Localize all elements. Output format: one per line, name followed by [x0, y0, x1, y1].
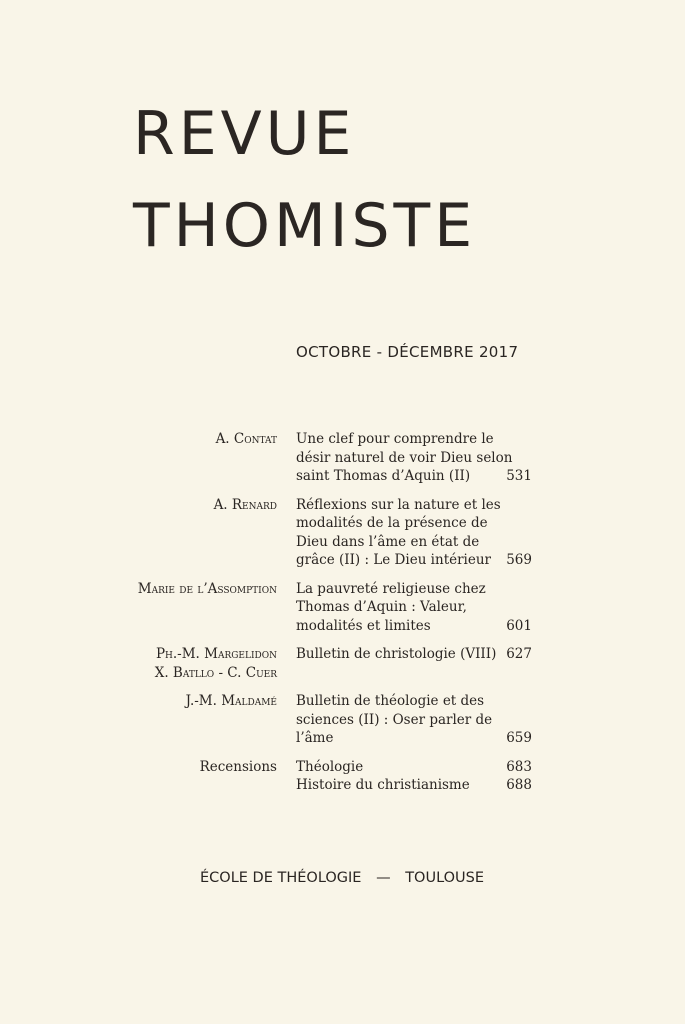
page-number: 659: [506, 730, 532, 746]
table-of-contents: [0, 430, 685, 805]
title-line: Thomas d’Aquin : Valeur,: [296, 599, 467, 615]
recension-title: Théologie: [296, 758, 364, 775]
recensions-label: Recensions: [199, 758, 277, 775]
toc-author: [214, 496, 277, 515]
school-name: ÉCOLE DE THÉOLOGIE: [200, 870, 362, 886]
title-line: Réflexions sur la nature et les: [296, 496, 501, 513]
title-line: grâce (II) : Le Dieu intérieur: [296, 552, 492, 568]
recension-item: [296, 758, 532, 777]
recensions-list: [296, 758, 532, 795]
recension-title: Histoire du christianisme: [296, 777, 470, 793]
title-line: saint Thomas d’Aquin (II): [296, 468, 471, 484]
title-line: l’âme: [296, 730, 334, 746]
page-number: 569: [506, 552, 532, 568]
page-number: 683: [506, 758, 532, 775]
journal-title-line1: REVUE: [133, 99, 356, 169]
title-line: Bulletin de théologie et des: [296, 693, 485, 709]
toc-entry: [0, 430, 685, 486]
toc-article-title: [296, 580, 496, 636]
title-line: Dieu dans l’âme en état de: [296, 533, 480, 550]
page-number: 531: [506, 468, 532, 484]
title-line: désir naturel de voir Dieu selon: [296, 449, 513, 466]
author-name: Ph.-M. Margelidon: [155, 646, 277, 662]
toc-entry: [0, 496, 685, 570]
publisher-footer: [200, 870, 494, 886]
toc-entry: [0, 580, 685, 636]
page-number: 688: [506, 777, 532, 793]
author-name: J.-M. Maldamé: [185, 693, 277, 709]
recensions-entry: [0, 758, 685, 795]
toc-author: [138, 580, 277, 599]
toc-article-title: [296, 645, 496, 682]
page-number: 627: [506, 646, 532, 662]
toc-article-title: [296, 430, 513, 486]
author-name: X. Batllo - C. Cuer: [154, 664, 277, 681]
author-name: Marie de l’Assomption: [137, 580, 277, 597]
toc-article-title: [296, 692, 496, 748]
title-line: La pauvreté religieuse chez: [296, 580, 486, 597]
author-name: A. Renard: [213, 496, 277, 513]
issue-date: OCTOBRE - DÉCEMBRE 2017: [296, 343, 519, 361]
toc-author: [155, 645, 277, 682]
toc-entry: [0, 645, 685, 682]
toc-author: [216, 430, 277, 449]
city-name: TOULOUSE: [405, 870, 485, 886]
page-number: 601: [506, 617, 532, 634]
recension-item: [296, 776, 532, 795]
spacer-line: [296, 664, 496, 683]
footer-dash: —: [376, 870, 391, 886]
title-line: modalités de la présence de: [296, 515, 488, 531]
title-line: sciences (II) : Oser parler de: [296, 711, 493, 728]
title-line: modalités et limites: [296, 617, 431, 634]
toc-author: [186, 692, 277, 711]
toc-entry: [0, 692, 685, 748]
toc-article-title: [296, 496, 501, 570]
author-name: A. Contat: [215, 431, 277, 447]
title-line: Bulletin de christologie (VIII): [296, 646, 497, 662]
title-line: Une clef pour comprendre le: [296, 431, 494, 447]
journal-title-line2: THOMISTE: [133, 191, 477, 261]
